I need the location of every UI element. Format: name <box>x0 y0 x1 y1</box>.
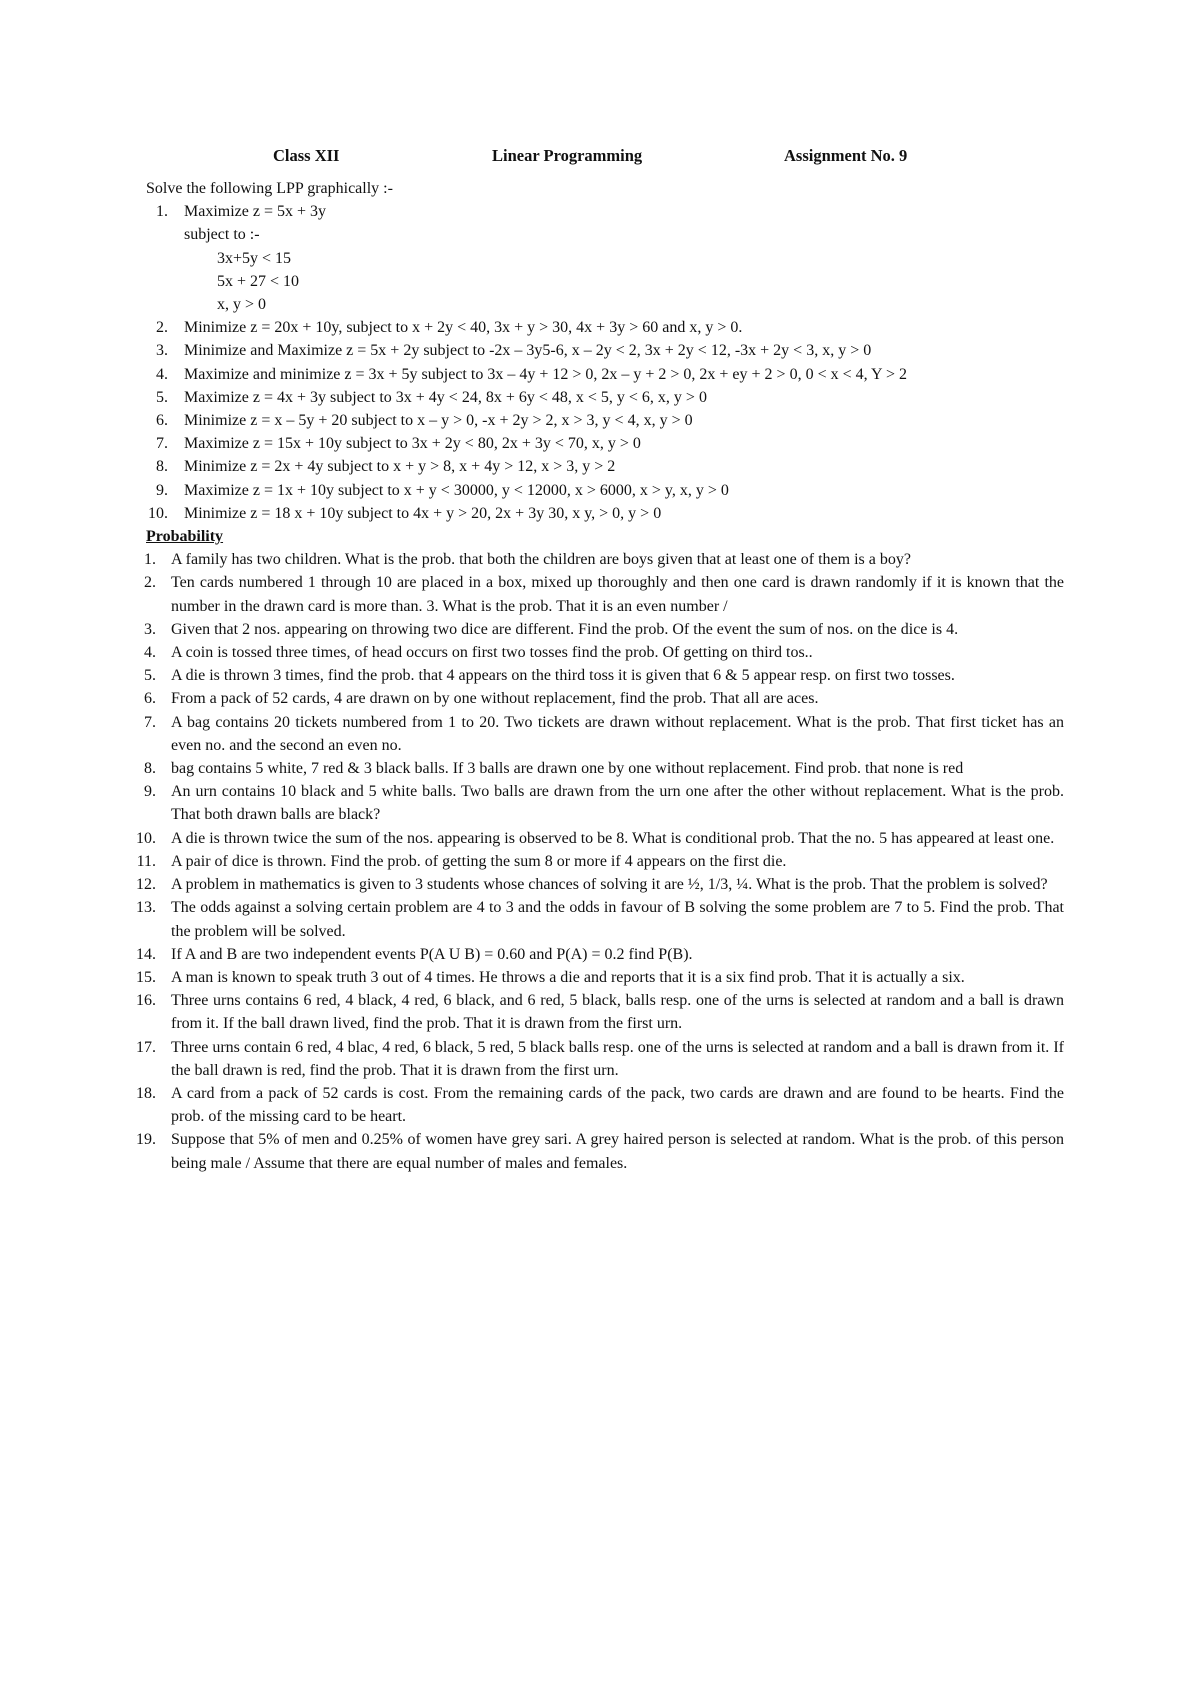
question-number: 17. <box>136 1038 156 1056</box>
question-text: Maximize and minimize z = 3x + 5y subject to 3x – 4y + 12 > 0, 2x – y + 2 > 0, 2x + ey + 2 > 0, 0 < x < 4, Y > 2 <box>184 365 908 383</box>
question-number: 5. <box>144 667 156 685</box>
probability-question <box>134 896 1064 942</box>
question-number: 2. <box>144 574 156 592</box>
lpp-question <box>134 339 1064 362</box>
question-number: 9. <box>144 783 156 801</box>
question-number: 4. <box>144 644 156 662</box>
probability-question <box>134 943 1064 966</box>
lpp-question <box>134 502 1064 525</box>
question-number: 3. <box>144 620 156 638</box>
question-text: A pair of dice is thrown. Find the prob. of getting the sum 8 or more if 4 appears on the first die. <box>171 852 787 870</box>
question-text: A coin is tossed three times, of head occurs on first two tosses find the prob. Of getting on third tos.. <box>171 644 813 662</box>
probability-question <box>134 757 1064 780</box>
probability-question <box>134 548 1064 571</box>
question-text: A card from a pack of 52 cards is cost. From the remaining cards of the pack, two cards are drawn and are found to be hearts. Find the prob. of the missing card to be heart. <box>171 1084 1064 1126</box>
probability-question <box>134 711 1064 757</box>
question-number: 10. <box>148 504 168 522</box>
lpp-question <box>134 432 1064 455</box>
document-header <box>0 146 1200 172</box>
question-number: 8. <box>144 760 156 778</box>
question-number: 19. <box>136 1131 156 1149</box>
lpp-question <box>134 479 1064 502</box>
assignment-label: Assignment No. 9 <box>784 146 908 165</box>
probability-question <box>134 966 1064 989</box>
question-text: Minimize and Maximize z = 5x + 2y subject to -2x – 3y5-6, x – 2y < 2, 3x + 2y < 12, -3x + 2y < 3, x, y > 0 <box>184 342 872 360</box>
question-text: Ten cards numbered 1 through 10 are placed in a box, mixed up thoroughly and then one card is drawn randomly if it is known that the number in the drawn card is more than. 3. What is the prob. That it is an even number / <box>171 574 1064 615</box>
question-number: 6. <box>144 690 156 708</box>
question-number: 1. <box>144 551 156 569</box>
question-text: A problem in mathematics is given to 3 students whose chances of solving it are ½, 1/3, ¼. What is the prob. That the problem is solved? <box>171 876 1048 894</box>
question-number: 7. <box>144 713 156 731</box>
question-number: 13. <box>136 899 156 917</box>
question-text: From a pack of 52 cards, 4 are drawn on by one without replacement, find the prob. That all are aces. <box>171 690 819 708</box>
question-number: 16. <box>136 992 156 1010</box>
probability-question <box>134 1036 1064 1082</box>
lpp-question-1 <box>134 200 1064 316</box>
lpp-constraint: 3x+5y < 15 <box>217 249 292 267</box>
lpp-subject-to: subject to :- <box>184 226 260 244</box>
probability-section-title: Probability <box>146 528 224 546</box>
probability-question <box>134 827 1064 850</box>
question-number: 10. <box>136 829 156 847</box>
lpp-question <box>134 455 1064 478</box>
document-body <box>134 177 1064 1175</box>
question-text: Suppose that 5% of men and 0.25% of women have grey sari. A grey haired person is selected at random. What is the prob. of this person being male / Assume that there are equal number of males and females. <box>171 1131 1064 1172</box>
probability-question <box>134 687 1064 710</box>
probability-question <box>134 873 1064 896</box>
question-number: 8. <box>156 458 168 476</box>
question-number: 5. <box>156 388 168 406</box>
question-number: 14. <box>136 945 156 963</box>
question-text: A die is thrown 3 times, find the prob. that 4 appears on the third toss it is given that 6 & 5 appear resp. on first two tosses. <box>171 667 955 685</box>
question-text: The odds against a solving certain problem are 4 to 3 and the odds in favour of B solving the some problem are 7 to 5. Find the prob. That the problem will be solved. <box>171 899 1064 940</box>
question-number: 11. <box>136 852 156 870</box>
lpp-constraint: 5x + 27 < 10 <box>217 272 300 290</box>
probability-question <box>134 850 1064 873</box>
question-number: 12. <box>136 876 156 894</box>
question-number: 4. <box>156 365 168 383</box>
lpp-question <box>134 363 1064 386</box>
lpp-objective: Maximize z = 5x + 3y <box>184 203 327 221</box>
question-text: A family has two children. What is the prob. that both the children are boys given that at least one of them is a boy? <box>171 551 911 569</box>
probability-question <box>134 664 1064 687</box>
lpp-question <box>134 409 1064 432</box>
question-text: Three urns contain 6 red, 4 blac, 4 red, 6 black, 5 red, 5 black balls resp. one of the urns is selected at random and a ball is drawn from it. If the ball drawn is red, find the prob. That it is drawn from the first urn. <box>171 1038 1064 1079</box>
probability-question <box>134 641 1064 664</box>
question-text: A die is thrown twice the sum of the nos. appearing is observed to be 8. What is conditional prob. That the no. 5 has appeared at least one. <box>171 829 1055 847</box>
probability-question <box>134 780 1064 826</box>
lpp-question <box>134 386 1064 409</box>
topic-label: Linear Programming <box>492 146 643 165</box>
question-text: A man is known to speak truth 3 out of 4 times. He throws a die and reports that it is a six find prob. That it is actually a six. <box>171 968 965 986</box>
question-number: 1. <box>156 203 168 221</box>
question-number: 2. <box>156 319 168 337</box>
probability-question <box>134 1082 1064 1128</box>
question-text: Minimize z = 2x + 4y subject to x + y > 8, x + 4y > 12, x > 3, y > 2 <box>184 458 616 476</box>
question-number: 15. <box>136 968 156 986</box>
question-text: If A and B are two independent events P(A U B) = 0.60 and P(A) = 0.2 find P(B). <box>171 945 693 963</box>
question-number: 6. <box>156 412 168 430</box>
question-text: Maximize z = 15x + 10y subject to 3x + 2y < 80, 2x + 3y < 70, x, y > 0 <box>184 435 641 453</box>
class-label: Class XII <box>273 146 340 165</box>
question-number: 18. <box>136 1084 156 1102</box>
question-text: Minimize z = 18 x + 10y subject to 4x + y > 20, 2x + 3y 30, x y, > 0, y > 0 <box>184 504 662 522</box>
lpp-intro: Solve the following LPP graphically :- <box>146 180 393 197</box>
question-text: bag contains 5 white, 7 red & 3 black balls. If 3 balls are drawn one by one without replacement. Find prob. that none is red <box>171 760 964 778</box>
probability-question <box>134 618 1064 641</box>
question-number: 7. <box>156 435 168 453</box>
probability-question <box>134 571 1064 617</box>
question-text: Minimize z = x – 5y + 20 subject to x – y > 0, -x + 2y > 2, x > 3, y < 4, x, y > 0 <box>184 412 693 430</box>
probability-question-list <box>134 548 1064 1174</box>
question-text: Maximize z = 1x + 10y subject to x + y < 30000, y < 12000, x > 6000, x > y, x, y > 0 <box>184 481 729 499</box>
question-text: A bag contains 20 tickets numbered from 1 to 20. Two tickets are drawn without replacement. What is the prob. That first ticket has an even no. and the second an even no. <box>171 713 1064 754</box>
question-text: Maximize z = 4x + 3y subject to 3x + 4y < 24, 8x + 6y < 48, x < 5, y < 6, x, y > 0 <box>184 388 707 406</box>
question-number: 3. <box>156 342 168 360</box>
question-text: An urn contains 10 black and 5 white balls. Two balls are drawn from the urn one after the other without replacement. What is the prob. That both drawn balls are black? <box>171 783 1064 824</box>
question-text: Three urns contains 6 red, 4 black, 4 red, 6 black, and 6 red, 5 black, balls resp. one of the urns is selected at random and a ball is drawn from it. If the ball drawn lived, find the prob. That it is drawn from the first urn. <box>171 992 1064 1033</box>
question-text: Given that 2 nos. appearing on throwing two dice are different. Find the prob. Of the event the sum of nos. on the dice is 4. <box>171 620 959 638</box>
lpp-question <box>134 316 1064 339</box>
lpp-constraint: x, y > 0 <box>217 296 267 314</box>
probability-question <box>134 989 1064 1035</box>
probability-question <box>134 1128 1064 1174</box>
question-text: Minimize z = 20x + 10y, subject to x + 2y < 40, 3x + y > 30, 4x + 3y > 60 and x, y > 0. <box>184 319 743 337</box>
question-number: 9. <box>156 481 168 499</box>
lpp-question-list <box>134 200 1064 525</box>
